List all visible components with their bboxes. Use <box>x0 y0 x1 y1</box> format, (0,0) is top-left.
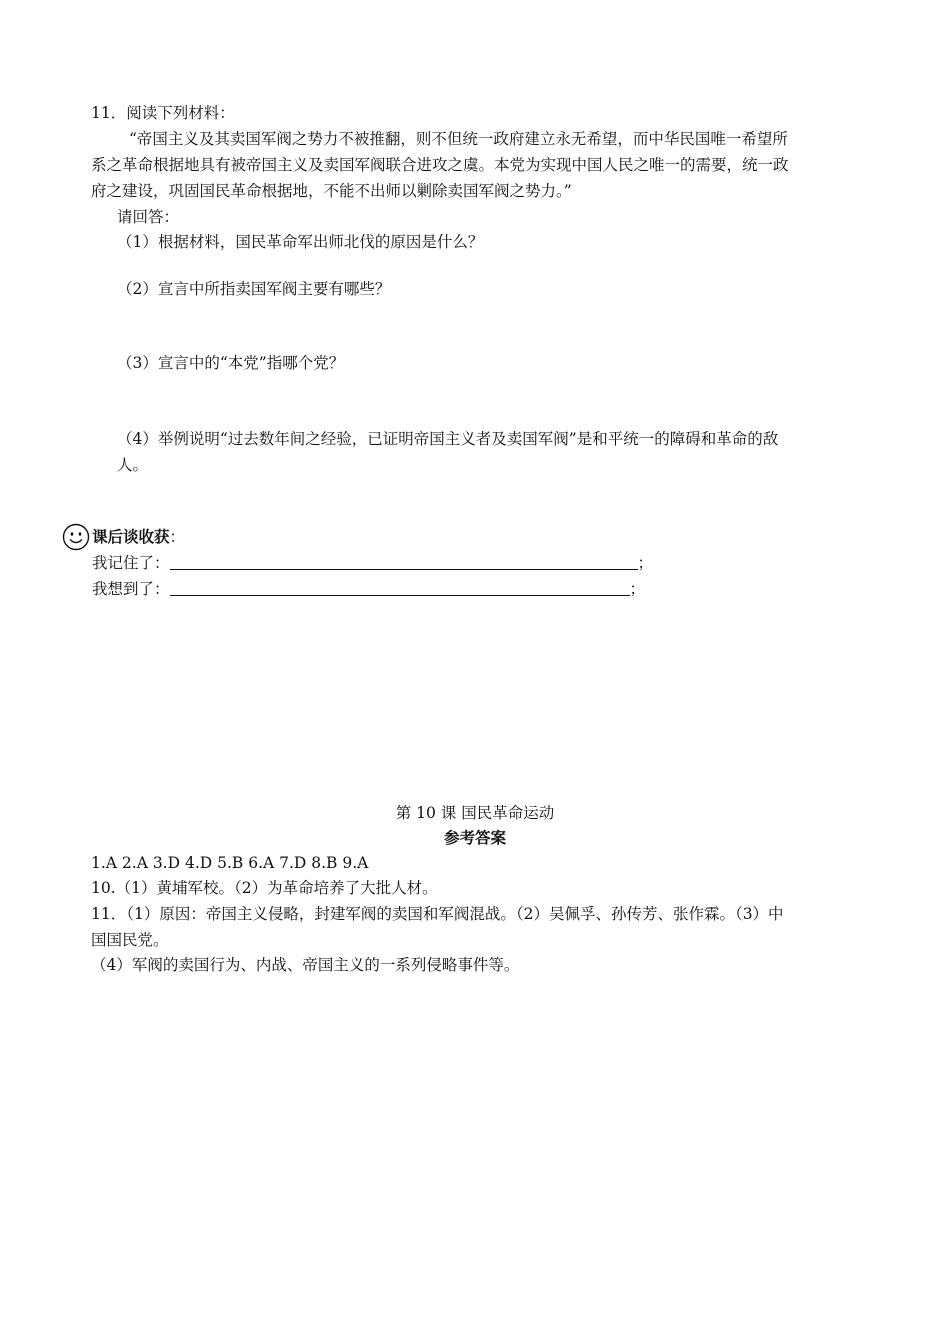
question-11-header: 11．阅读下列材料： <box>91 104 235 122</box>
answer-11-line-1: 11．（1）原因：帝国主义侵略，封建军阀的卖国和军阀混战。（2）吴佩孚、孙传芳、张作霖。（3）中 <box>91 905 784 923</box>
sub-question-4-line-2: 人。 <box>117 456 149 474</box>
reflection-title-colon: ： <box>169 528 186 546</box>
answer-11-line-3: （4）军阀的卖国行为、内战、帝国主义的一系列侵略事件等。 <box>91 956 520 974</box>
answer-prompt: 请回答： <box>117 208 180 226</box>
remember-blank-line[interactable] <box>170 553 638 570</box>
lesson-title: 第 10 课 国民革命运动 <box>395 804 555 822</box>
multiple-choice-answers: 1.A 2.A 3.D 4.D 5.B 6.A 7.D 8.B 9.A <box>91 854 369 872</box>
reflection-title-row <box>92 524 185 550</box>
sub-question-4-line-1: （4）举例说明“过去数年间之经验，已证明帝国主义者及卖国军阀”是和平统一的障碍和革命的敌 <box>117 430 779 448</box>
smiley-face-icon <box>62 523 90 551</box>
sub-question-2: （2）宣言中所指卖国军阀主要有哪些？ <box>117 280 391 298</box>
think-label: 我想到了： <box>92 580 170 598</box>
quote-line-1: “帝国主义及其卖国军阀之势力不被推翻，则不但统一政府建立永无希望，而中华民国唯一希望所 <box>129 130 788 148</box>
remember-row <box>92 550 653 576</box>
reflection-title: 课后谈收获 <box>92 527 170 546</box>
sub-question-3: （3）宣言中的“本党”指哪个党？ <box>117 354 345 372</box>
answer-key-heading: 参考答案 <box>443 828 506 847</box>
remember-end-mark: ； <box>637 554 654 572</box>
think-blank-line[interactable] <box>170 579 630 596</box>
think-end-mark: ； <box>629 580 646 598</box>
answer-10: 10.（1）黄埔军校。（2）为革命培养了大批人材。 <box>91 879 438 897</box>
quote-line-3: 府之建设，巩固国民革命根据地，不能不出师以剿除卖国军阀之势力。” <box>91 182 572 200</box>
sub-question-1: （1）根据材料，国民革命军出师北伐的原因是什么？ <box>117 233 484 251</box>
think-row <box>92 576 645 602</box>
quote-line-2: 系之革命根据地具有被帝国主义及卖国军阀联合进攻之虞。本党为实现中国人民之唯一的需要，统一政 <box>91 156 789 174</box>
answer-11-line-2: 国国民党。 <box>91 931 169 949</box>
remember-label: 我记住了： <box>92 554 170 572</box>
